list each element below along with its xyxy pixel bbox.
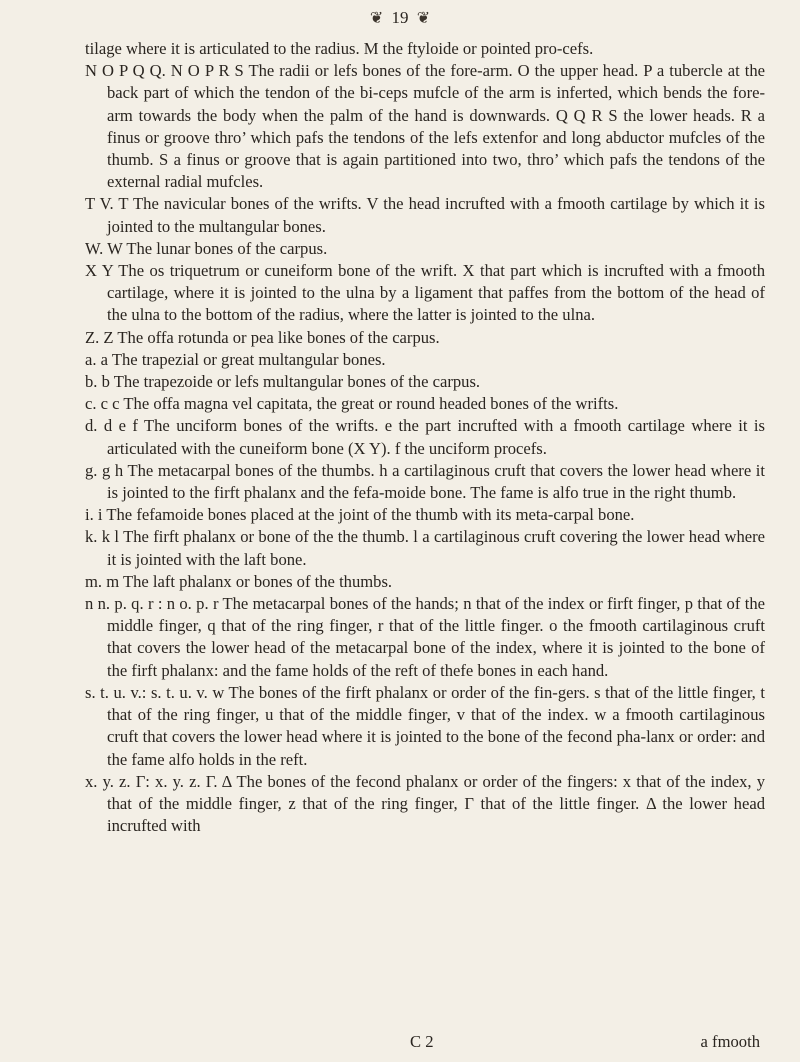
ornament-left-icon: ❦: [369, 10, 384, 27]
text-entry: n n. p. q. r : n o. p. r The metacarpal bones of the hands; n that of the index or firft finger, p that of the middle finger, q that of the ring finger, r that of the little finger. o the fmooth cartilaginous cruft that covers the lower head of the metacarpal bone of the index, where it is jointed to the bone of the firft phalanx: and the fame holds of the reft of thefe bones in each hand.: [85, 594, 765, 680]
text-entry: b. b The trapezoide or lefs multangular bones of the carpus.: [85, 372, 481, 392]
text-entry: Z. Z The offa rotunda or pea like bones of the carpus.: [85, 327, 440, 347]
text-entry: N O P Q Q. N O P R S The radii or lefs bones of the fore-arm. O the upper head. P a tubercle at the back part of which the tendon of the bi-ceps mufcle of the arm is inferted, which bends the fore-arm towards the body when the palm of the hand is downwards. Q Q R S the lower heads. R a finus or groove thro’ which pafs the tendons of the lefs extenfor and long abductor mufcles of the thumb. S a finus or groove that is again partitioned into two, thro’ which pafs the tendons of the external radial mufcles.: [85, 61, 765, 192]
ornament-right-icon: ❦: [416, 10, 431, 27]
page-header: [0, 8, 800, 28]
signature-mark: C 2: [410, 1032, 434, 1051]
text-entry: c. c c The offa magna vel capitata, the great or round headed bones of the wrifts.: [85, 394, 619, 414]
body-text: [85, 38, 765, 837]
text-entry: T V. T The navicular bones of the wrifts. V the head incrufted with a fmooth cartilage by which it is jointed to the multangular bones.: [85, 194, 765, 236]
text-entry: i. i The fefamoide bones placed at the joint of the thumb with its meta-carpal bone.: [85, 505, 635, 525]
text-entry: x. y. z. Γ: x. y. z. Γ. Δ The bones of the fecond phalanx or order of the fingers: x that of the index, y that of the middle finger, z that of the ring finger, Γ that of the little finger. Δ the lower head incrufted with: [85, 771, 765, 836]
catchword: a fmooth: [700, 1032, 760, 1051]
text-entry: a. a The trapezial or great multangular bones.: [85, 349, 386, 369]
text-entry: g. g h The metacarpal bones of the thumbs. h a cartilaginous cruft that covers the lower head where it is jointed to the firft phalanx and the fefa-moide bone. The fame is alfo true in the right thumb.: [85, 460, 765, 503]
page-number: 19: [391, 8, 409, 27]
text-entry: tilage where it is articulated to the radius. M the ftyloide or pointed pro-cefs.: [85, 39, 594, 58]
text-entry: s. t. u. v.: s. t. u. v. w The bones of the firft phalanx or order of the fin-gers. s that of the little finger, t that of the ring finger, u that of the middle finger, v that of the index. w a fmooth cartilaginous cruft that covers the lower head where it is jointed to the bone of the fecond pha-lanx or order: and the fame alfo holds in the reft.: [85, 682, 765, 769]
text-entry: d. d e f The unciform bones of the wrifts. e the part incrufted with a fmooth cartilage where it is articulated with the cuneiform bone (X Y). f the unciform procefs.: [85, 416, 765, 458]
text-entry: k. k l The firft phalanx or bone of the the thumb. l a cartilaginous cruft covering the lower head where it is jointed with the laft bone.: [85, 527, 765, 569]
text-entry: X Y The os triquetrum or cuneiform bone of the wrift. X that part which is incrufted with a fmooth cartilage, where it is jointed to the ulna by a ligament that paffes from the bottom of the head of the ulna to the bottom of the radius, where the latter is jointed to the ulna.: [85, 261, 765, 325]
text-entry: W. W The lunar bones of the carpus.: [85, 238, 328, 258]
text-entry: m. m The laft phalanx or bones of the thumbs.: [85, 571, 393, 591]
